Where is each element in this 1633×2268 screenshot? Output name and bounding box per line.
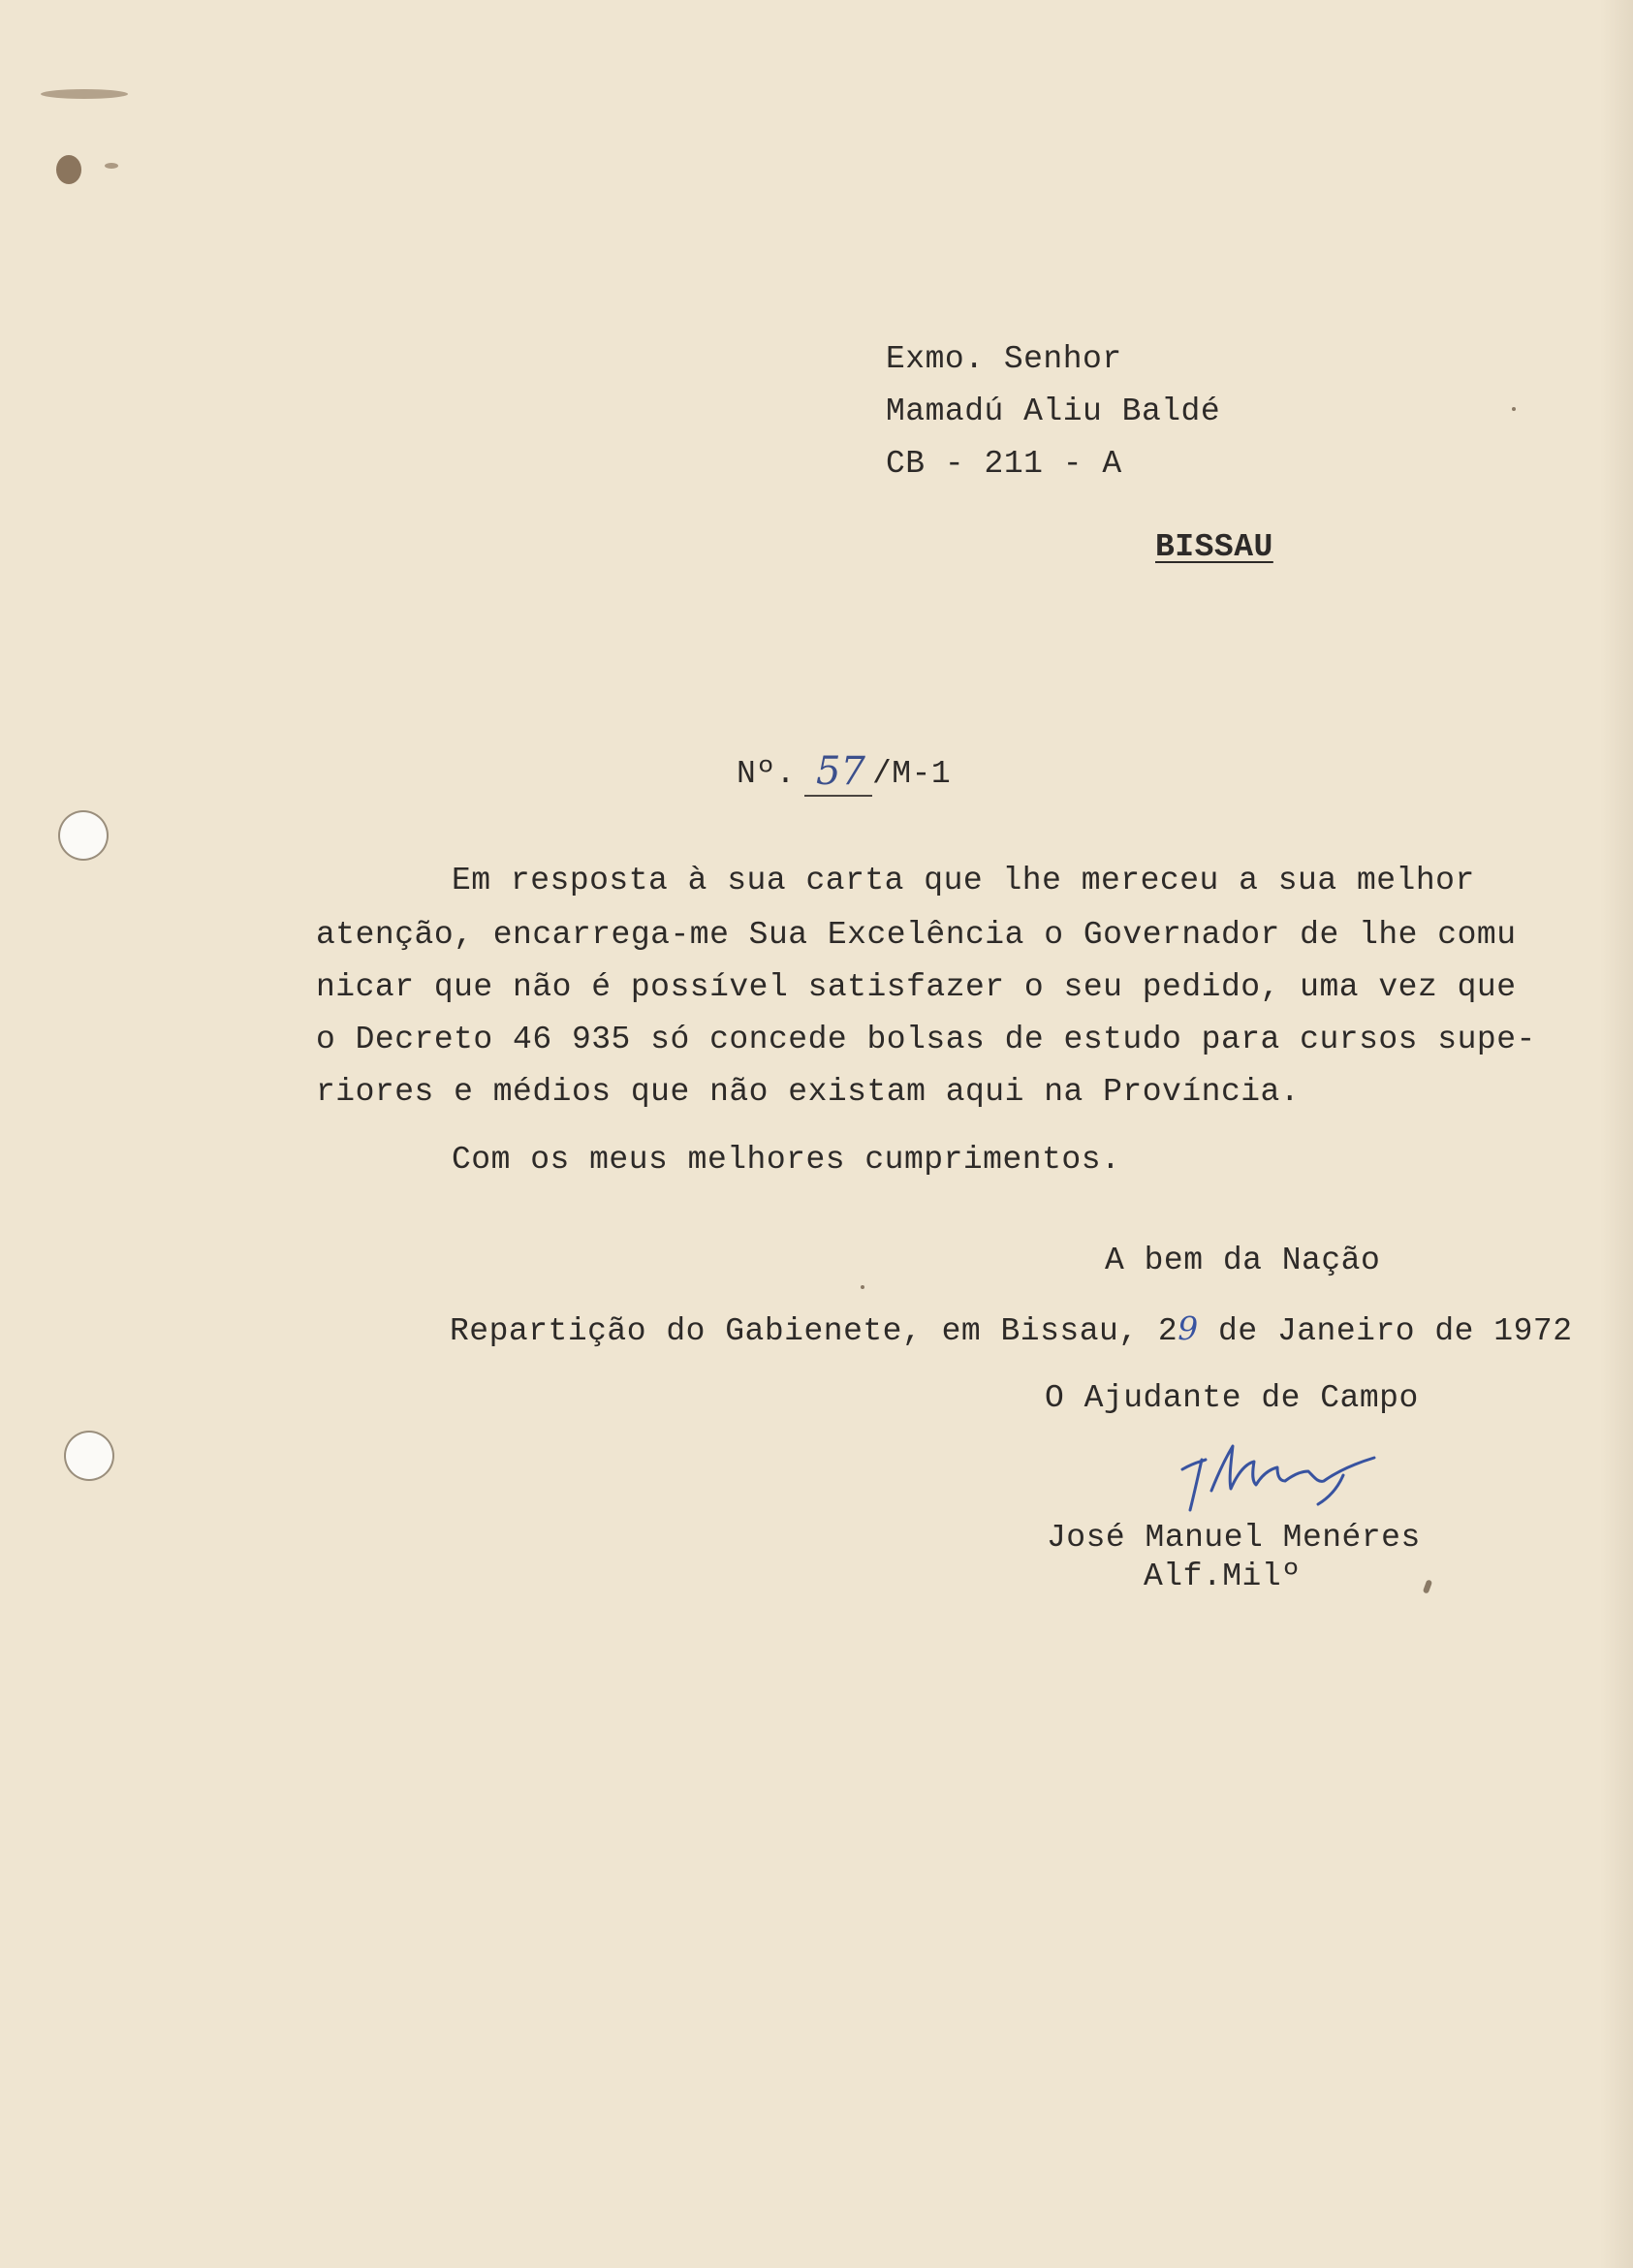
rust-mark-small: [105, 163, 118, 169]
reference-handwritten-number: 57: [816, 749, 865, 794]
punch-hole-upper: [60, 812, 107, 859]
recipient-salutation: Exmo. Senhor: [886, 341, 1122, 377]
rust-mark-top: [41, 89, 128, 99]
paper-speck: [861, 1285, 864, 1289]
punch-hole-lower: [66, 1433, 112, 1479]
valediction: A bem da Nação: [1105, 1243, 1381, 1278]
closing-line: Com os meus melhores cumprimentos.: [452, 1142, 1121, 1178]
dateline-after-day: de Janeiro de 1972: [1198, 1313, 1573, 1349]
paper-speck: [1512, 407, 1516, 411]
paper-edge-shadow: [1600, 0, 1633, 2268]
reference-number-underline: [804, 795, 872, 797]
signatory-rank: Alf.Milº: [1144, 1559, 1302, 1594]
dateline-before-day: Repartição do Gabienete, em Bissau, 2: [450, 1313, 1178, 1349]
recipient-code: CB - 211 - A: [886, 446, 1122, 482]
recipient-name: Mamadú Aliu Baldé: [886, 394, 1221, 429]
body-line-3: nicar que não é possível satisfazer o seu pedido, uma vez que: [316, 969, 1517, 1005]
paper-speck: [1423, 1579, 1432, 1593]
body-line-5: riores e médios que não existam aqui na Província.: [316, 1074, 1301, 1110]
signatory-name: José Manuel Menéres: [1047, 1520, 1421, 1556]
dateline: [450, 1309, 1573, 1349]
reference-prefix: Nº.: [737, 756, 796, 792]
body-line-1: Em resposta à sua carta que lhe mereceu a sua melhor: [452, 863, 1475, 898]
body-line-2: atenção, encarrega-me Sua Excelência o Governador de lhe comu: [316, 917, 1517, 953]
reference-suffix: /M-1: [872, 756, 952, 792]
recipient-city: BISSAU: [1155, 529, 1273, 565]
rust-spot: [56, 155, 81, 184]
dateline-handwritten-digit: 9: [1178, 1309, 1199, 1347]
signatory-title: O Ajudante de Campo: [1045, 1380, 1419, 1416]
body-line-4: o Decreto 46 935 só concede bolsas de estudo para cursos supe-: [316, 1022, 1536, 1057]
